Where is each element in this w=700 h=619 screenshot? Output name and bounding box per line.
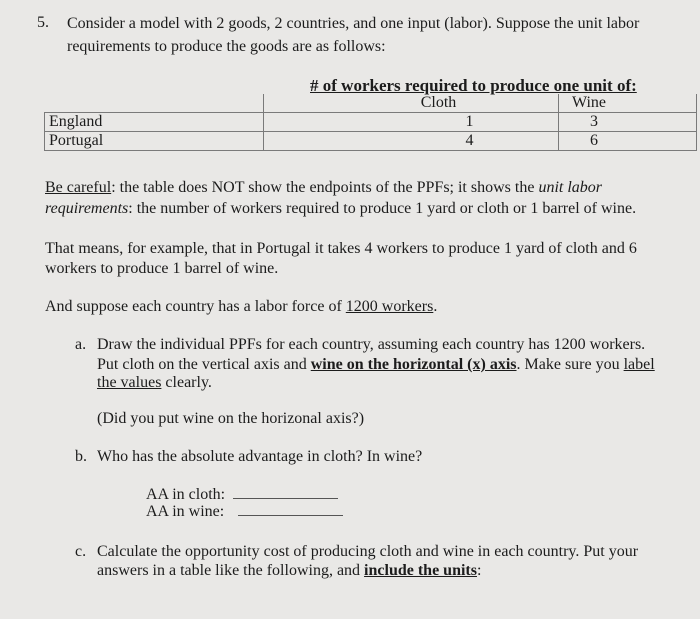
part-b-letter: b. (75, 448, 87, 465)
aa-wine-blank[interactable] (238, 501, 343, 516)
table-row (45, 113, 697, 132)
question-line-2: requirements to produce the goods are as follows: (67, 38, 386, 55)
part-b-question: Who has the absolute advantage in cloth? In wine? (97, 448, 423, 465)
part-c-letter: c. (75, 543, 87, 560)
part-a-line-2: Put cloth on the vertical axis and wine on the horizontal (x) axis. Make sure you label (97, 356, 655, 373)
labor-amount: 1200 workers (345, 298, 434, 315)
aa-wine-label: AA in wine: (146, 503, 225, 520)
table-row (45, 132, 697, 151)
careful-label: Be careful (45, 179, 112, 196)
labor-requirements-table (44, 94, 697, 151)
column-cloth: Cloth (263, 94, 558, 113)
country-portugal: Portugal (45, 132, 264, 151)
england-wine: 3 (558, 113, 697, 132)
question-line-1: Consider a model with 2 goods, 2 countries, and one input (labor). Suppose the unit labor (67, 15, 640, 32)
careful-line-2: requirements: the number of workers required to produce 1 yard or cloth or 1 barrel of wine. (45, 200, 637, 217)
aa-wine-row (146, 501, 343, 521)
question-number: 5. (37, 14, 49, 31)
labor-force-text: And suppose each country has a labor force of 1200 workers. (45, 298, 438, 315)
careful-line-1: Be careful: the table does NOT show the endpoints of the PPFs; it shows the unit labor (45, 179, 602, 196)
part-c-line-2: answers in a table like the following, and include the units: (97, 562, 482, 579)
part-c-line-1: Calculate the opportunity cost of producing cloth and wine in each country. Put your (97, 543, 639, 560)
example-line-2: workers to produce 1 barrel of wine. (45, 260, 279, 277)
england-cloth: 1 (263, 113, 558, 132)
part-a-note: (Did you put wine on the horizonal axis?) (97, 410, 365, 427)
portugal-cloth: 4 (263, 132, 558, 151)
example-line-1: That means, for example, that in Portugal it takes 4 workers to produce 1 yard of cloth and 6 (45, 240, 637, 257)
portugal-wine: 6 (558, 132, 697, 151)
column-wine: Wine (558, 94, 697, 113)
table-title: # of workers required to produce one unit of: (310, 76, 637, 95)
aa-cloth-label: AA in cloth: (146, 486, 226, 503)
aa-cloth-blank[interactable] (233, 484, 338, 499)
part-a-line-3: the values clearly. (97, 374, 212, 391)
part-a-line-1: Draw the individual PPFs for each country, assuming each country has 1200 workers. (97, 336, 646, 353)
table-header-row (45, 94, 697, 113)
part-a-letter: a. (75, 336, 87, 353)
country-england: England (45, 113, 264, 132)
